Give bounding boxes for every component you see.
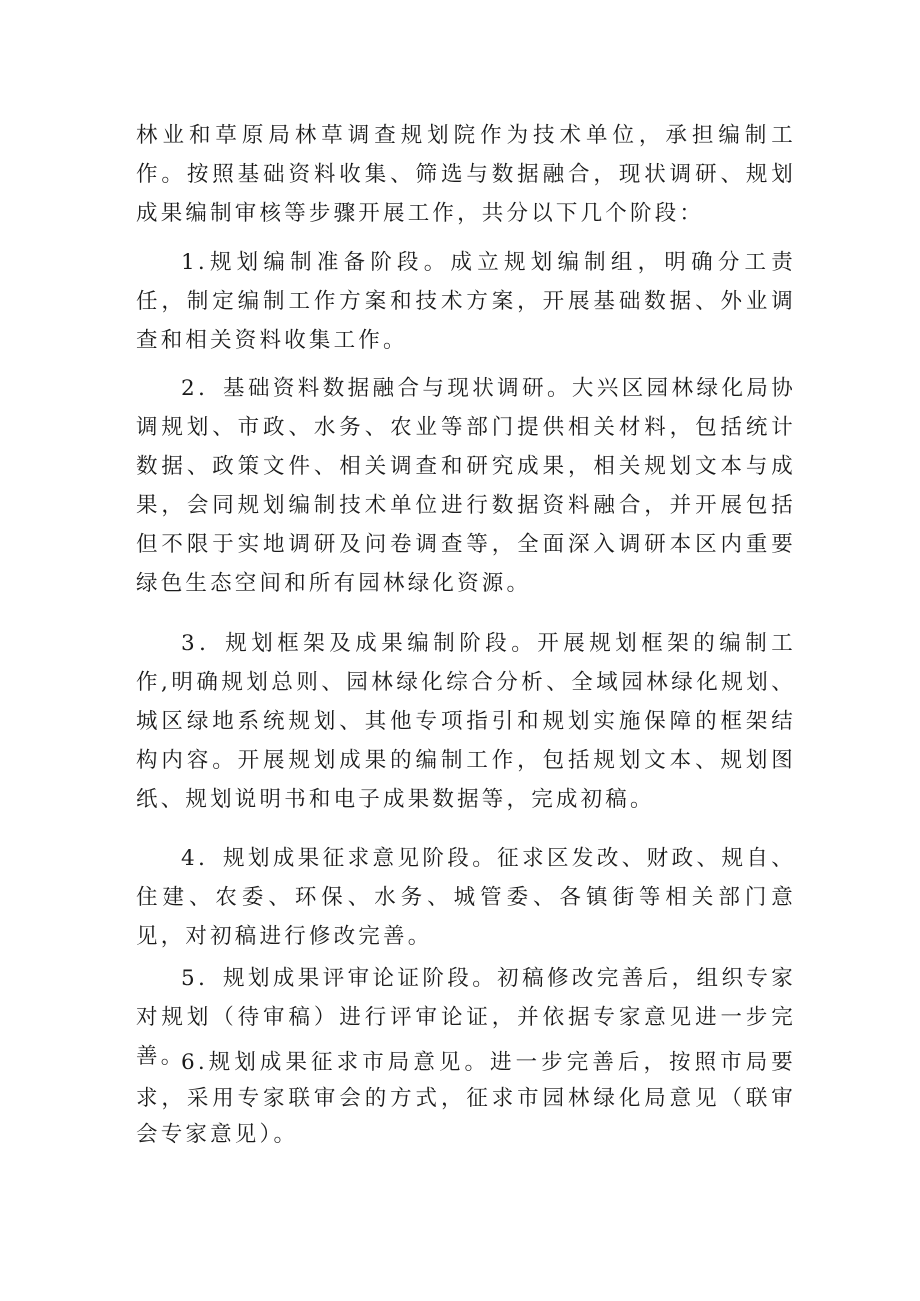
paragraph-stage-5: 5．规划成果评审论证阶段。初稿修改完善后，组织专家对规划（待审稿）进行评审论证，并依据专家意见进一步完善。 [136,966,796,1069]
paragraph-stage-2: 2．基础资料数据融合与现状调研。大兴区园林绿化局协调规划、市政、水务、农业等部门提供相关材料，包括统计数据、政策文件、相关调查和研究成果，相关规划文本与成果，会同规划编制技术单位进行数据资料融合，并开展包括但不限于实地调研及问卷调查等，全面深入调研本区内重要绿色生态空间和所有园林绿化资源。 [136,376,796,596]
paragraph-stage-6: 6.规划成果征求市局意见。进一步完善后，按照市局要求，采用专家联审会的方式，征求市园林绿化局意见（联审会专家意见）。 [136,1050,796,1147]
paragraph-stage-1: 1.规划编制准备阶段。成立规划编制组，明确分工责任，制定编制工作方案和技术方案，开展基础数据、外业调查和相关资料收集工作。 [136,250,796,353]
paragraph-stage-3: 3．规划框架及成果编制阶段。开展规划框架的编制工作,明确规划总则、园林绿化综合分析、全域园林绿化规划、城区绿地系统规划、其他专项指引和规划实施保障的框架结构内容。开展规划成果的编制工作，包括规划文本、规划图纸、规划说明书和电子成果数据等，完成初稿。 [136,631,796,812]
paragraph-intro: 林业和草原局林草调查规划院作为技术单位，承担编制工作。按照基础资料收集、筛选与数据融合，现状调研、规划成果编制审核等步骤开展工作，共分以下几个阶段： [136,123,796,226]
paragraph-stage-4: 4．规划成果征求意见阶段。征求区发改、财政、规自、住建、农委、环保、水务、城管委、各镇街等相关部门意见，对初稿进行修改完善。 [136,846,796,949]
